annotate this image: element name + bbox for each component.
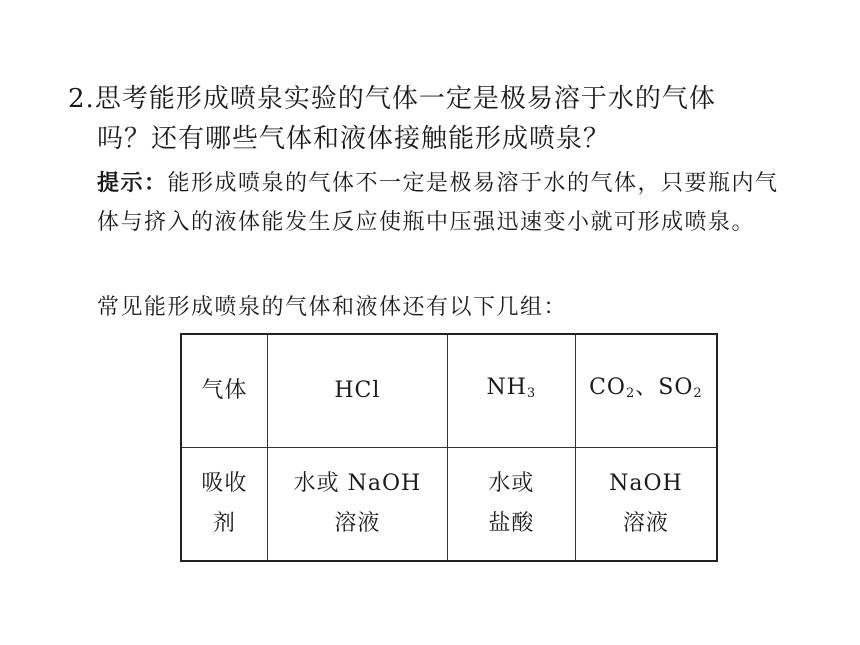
row-header-absorbent	[181, 448, 267, 562]
absorbent-header-line-1: 吸收	[201, 471, 248, 496]
hint-label: 提示：	[97, 171, 168, 196]
cell-absorbent-nh3	[447, 448, 575, 562]
row-header-gas: 气体	[181, 334, 267, 448]
co2-base: CO	[589, 375, 626, 400]
intro-text: 常见能形成喷泉的气体和液体还有以下几组：	[97, 295, 568, 320]
absorbent-hcl-line-1: 水或 NaOH	[293, 471, 422, 496]
question-text-line-1: 思考能形成喷泉实验的气体一定是极易溶于水的气体	[94, 84, 716, 114]
cell-absorbent-co2-so2	[575, 448, 717, 562]
absorbent-nh3-line-2: 盐酸	[488, 511, 535, 536]
table-row-absorbent	[181, 448, 717, 562]
co2-subscript: 2	[625, 386, 636, 401]
absorbent-co2-line-2: 溶液	[622, 511, 669, 536]
so2-subscript: 2	[693, 386, 703, 401]
question-line-2: 吗？还有哪些气体和液体接触能形成喷泉？	[97, 124, 611, 154]
cell-gas-hcl: HCl	[267, 334, 447, 448]
gas-liquid-table	[180, 333, 718, 562]
so2-base: SO	[658, 375, 694, 400]
hint-paragraph	[97, 164, 797, 242]
question-line-1	[68, 78, 716, 115]
table-row-gas	[181, 334, 717, 448]
absorbent-header-line-2: 剂	[212, 511, 236, 536]
question-number: 2.	[68, 84, 95, 114]
absorbent-nh3-line-1: 水或	[488, 471, 535, 496]
cell-gas-co2-so2	[575, 334, 717, 448]
absorbent-hcl-line-2: 溶液	[334, 511, 381, 536]
gas-separator: 、	[635, 375, 659, 400]
absorbent-co2-line-1: NaOH	[609, 471, 683, 496]
nh3-base: NH	[486, 375, 527, 400]
nh3-subscript: 3	[526, 386, 537, 401]
hint-text: 能形成喷泉的气体不一定是极易溶于水的气体，只要瓶内气体与挤入的液体能发生反应使瓶中压强迅速变小就可形成喷泉。	[97, 171, 779, 235]
cell-absorbent-hcl	[267, 448, 447, 562]
cell-gas-nh3	[447, 334, 575, 448]
